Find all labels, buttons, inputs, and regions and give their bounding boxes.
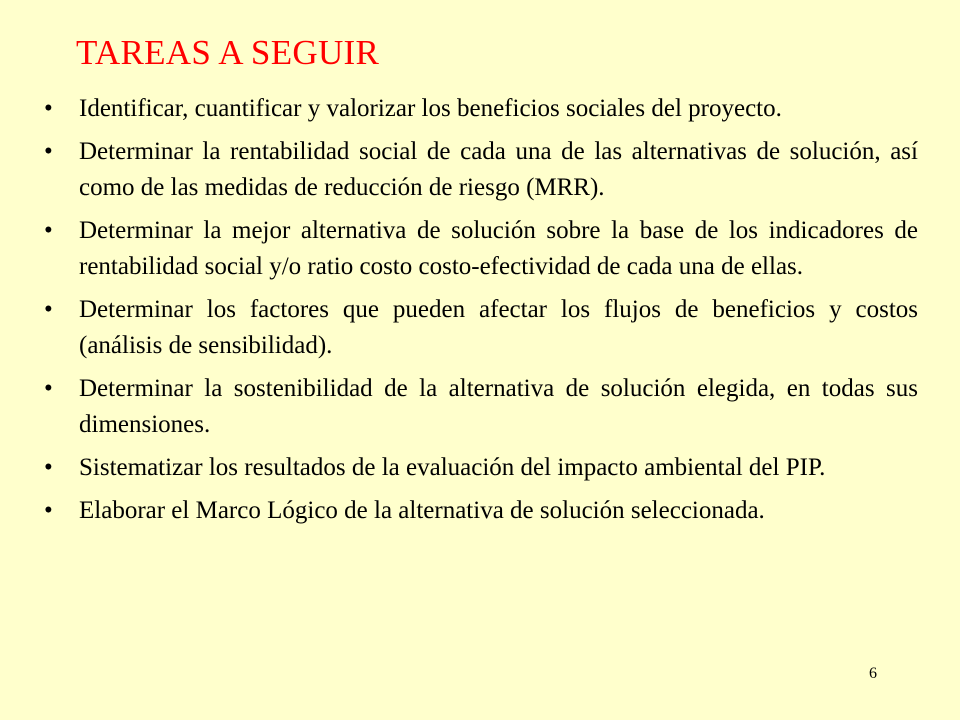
bullet-item: [44, 213, 918, 285]
bullet-text: Sistematizar los resultados de la evaluación del impacto ambiental del PIP.: [79, 454, 826, 481]
bullet-item: [44, 134, 918, 206]
bullet-text: Determinar los factores que pueden afectar los flujos de beneficios y costos (análisis de sensibilidad).: [79, 296, 918, 359]
bullet-item: [44, 493, 918, 529]
bullet-text: Determinar la rentabilidad social de cada una de las alternativas de solución, así como de las medidas de reducción de riesgo (MRR).: [79, 138, 918, 201]
bullet-text: Determinar la mejor alternativa de solución sobre la base de los indicadores de rentabilidad social y/o ratio costo costo-efectividad de cada una de ellas.: [79, 217, 918, 280]
bullet-icon: •: [44, 375, 53, 402]
bullet-icon: •: [44, 497, 53, 524]
bullet-icon: •: [44, 296, 53, 323]
slide-title: TAREAS A SEGUIR: [76, 33, 380, 72]
bullet-icon: •: [44, 138, 53, 165]
bullet-text: Determinar la sostenibilidad de la alternativa de solución elegida, en todas sus dimensiones.: [79, 375, 918, 438]
bullet-item: [44, 450, 918, 486]
bullet-item: [44, 371, 918, 443]
bullet-text: Elaborar el Marco Lógico de la alternativa de solución seleccionada.: [79, 497, 765, 524]
bullet-list: [44, 91, 918, 536]
bullet-item: [44, 91, 918, 127]
bullet-item: [44, 292, 918, 364]
page-number: 6: [869, 665, 877, 682]
bullet-icon: •: [44, 217, 53, 244]
bullet-icon: •: [44, 454, 53, 481]
bullet-icon: •: [44, 95, 53, 122]
bullet-text: Identificar, cuantificar y valorizar los beneficios sociales del proyecto.: [79, 95, 782, 122]
